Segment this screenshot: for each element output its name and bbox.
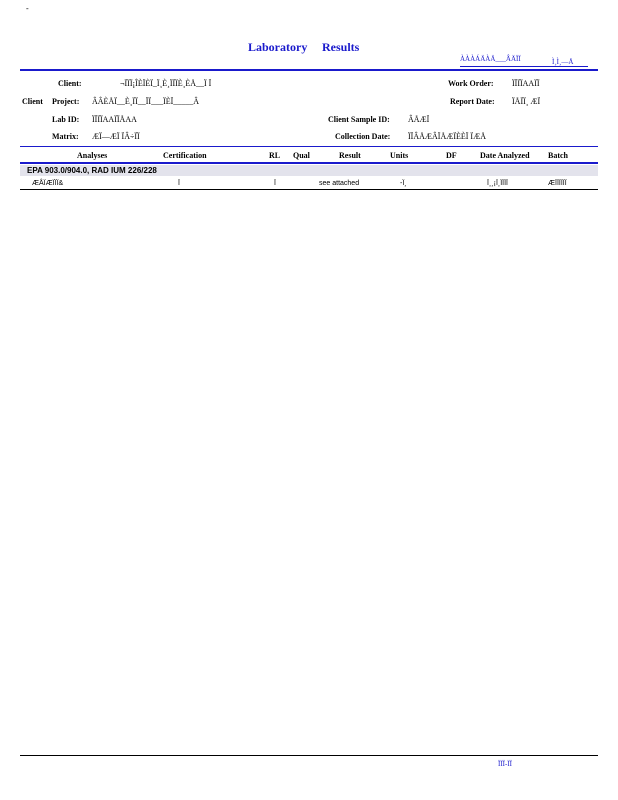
client-group-label: Client: [22, 97, 43, 106]
work-order-label: Work Order:: [448, 79, 494, 88]
cell-rl: Ï: [274, 180, 276, 187]
table-bottom-rule: [20, 189, 598, 190]
col-df: DF: [446, 151, 457, 160]
col-qual: Qual: [293, 151, 310, 160]
report-date-value: ÏÅÏÏ¸ ÆÏ: [512, 97, 541, 106]
footer-rule: [20, 755, 598, 756]
header-code-underline: [460, 66, 588, 67]
header-code: ÀÀÀÁÄÀÄ___ÂÄÏÏ: [460, 55, 521, 63]
col-rl: RL: [269, 151, 281, 160]
lab-id-value: ÏÏÏÏAAÏÏÅAA: [92, 115, 137, 124]
project-label: Project:: [52, 97, 80, 106]
collection-date-label: Collection Date:: [335, 132, 391, 141]
cell-analysis: ÆÅÏÆÏÏÏ&: [32, 180, 64, 187]
header-code-2: Ì¸Ì¸—Å: [552, 58, 574, 66]
lab-id-label: Lab ID:: [52, 115, 80, 124]
col-batch: Batch: [548, 151, 568, 160]
footer-page-code: ÏÏÏ-ÏÏ: [498, 760, 512, 768]
col-date-analyzed: Date Analyzed: [480, 151, 530, 160]
report-date-label: Report Date:: [450, 97, 495, 106]
page-title-laboratory: Laboratory: [248, 40, 308, 54]
client-label: Client:: [58, 79, 82, 88]
client-sample-id-value: ÂÅÆÏ: [408, 115, 430, 124]
cell-certification: Ï: [178, 180, 180, 187]
work-order-value: ÏÏÏÏAAÏÏ: [512, 79, 540, 88]
matrix-value: ÆÏ—ÆÏ ÏÂ÷ÏÏ: [92, 132, 140, 141]
client-value: ¬ÏÏÏ¡ÎÈÏÈÏ_Ï¸È¸ÏÏÏÈ¸ÈÅ__Ï Ï: [120, 79, 212, 88]
page-title-results: Results: [322, 40, 360, 54]
client-sample-id-label: Client Sample ID:: [328, 115, 390, 124]
info-bottom-rule: [20, 146, 598, 147]
col-certification: Certification: [163, 151, 207, 160]
matrix-label: Matrix:: [52, 132, 79, 141]
column-header-rule: [20, 162, 598, 164]
top-rule: [20, 69, 598, 71]
section-title: EPA 903.0/904.0, RAD IUM 226/228: [27, 166, 157, 175]
corner-mark: -: [26, 4, 29, 13]
col-units: Units: [390, 151, 409, 160]
cell-date-analyzed: Ï¸¸¡Ï¸ÏÏÏÏ: [487, 180, 508, 187]
col-analyses: Analyses: [77, 151, 108, 160]
cell-batch: ÆÏÏÏÏÏÏ: [548, 180, 567, 187]
cell-result: see attached: [319, 180, 360, 187]
collection-date-value: ÏÏÂÅÆÂÏÅÆÏÈÈÏ ÏÆÅ: [408, 132, 486, 141]
cell-units: -Ï¸: [400, 180, 407, 187]
project-value: ÂÂÈÅÏ__È¸ÏÏ__ÏÏ___ÏÈÏ_____Â: [92, 97, 200, 106]
col-result: Result: [339, 151, 361, 160]
